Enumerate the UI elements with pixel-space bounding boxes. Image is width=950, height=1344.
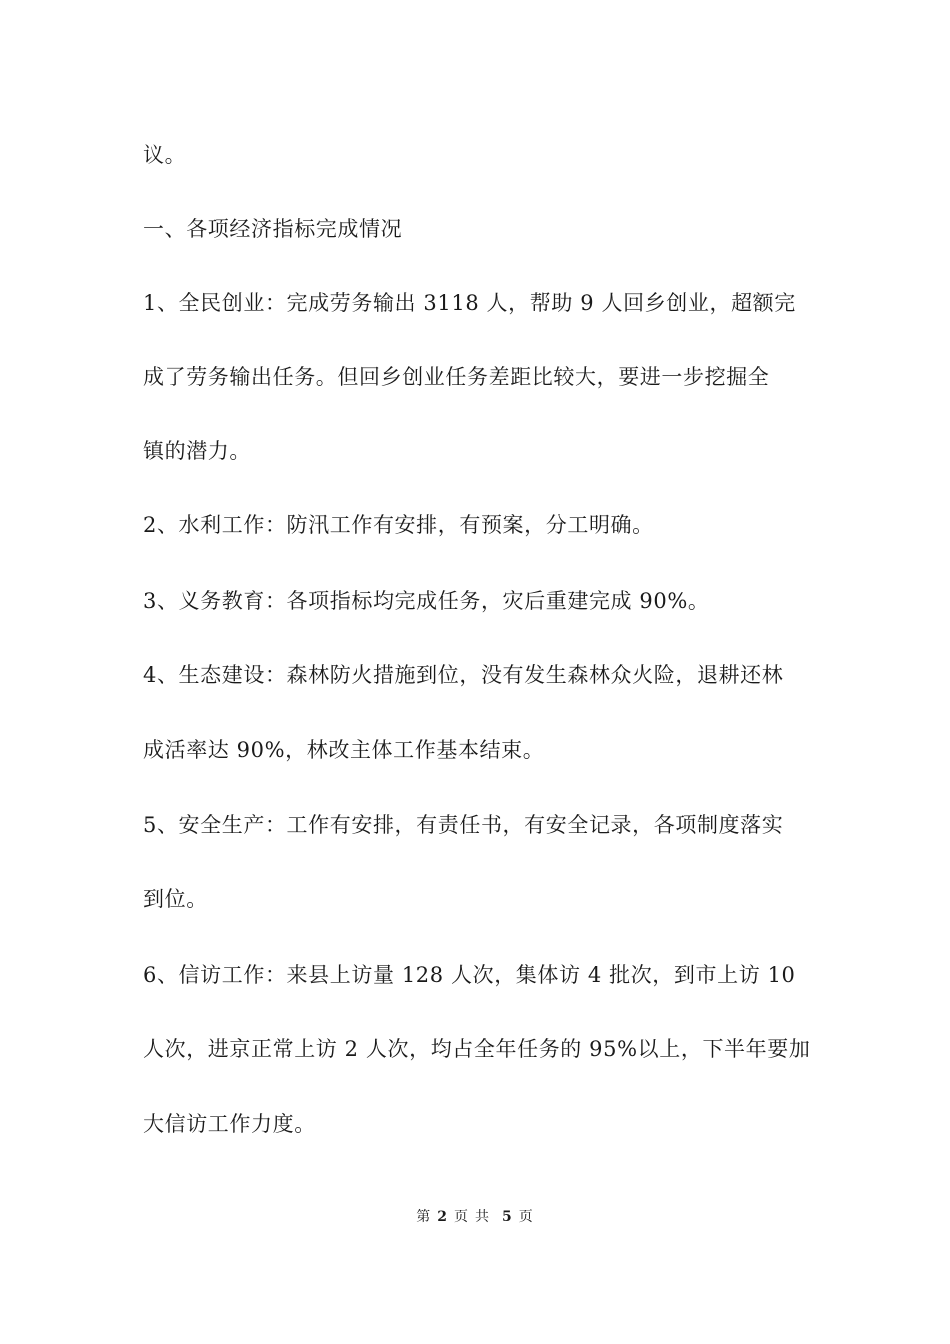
text-line: 4、生态建设：森林防火措施到位，没有发生森林众火险，退耕还林 [143,663,784,687]
footer-page-word: 页 [454,1209,469,1225]
footer-total-word: 共 [475,1209,490,1225]
text-line: 3、义务教育：各项指标均完成任务，灾后重建完成 90%。 [143,589,710,613]
text-line: 大信访工作力度。 [143,1112,316,1136]
total-page-number: 5 [502,1209,513,1225]
text-line: 议。 [143,143,187,167]
text-line: 2、水利工作：防汛工作有安排，有预案，分工明确。 [143,513,654,537]
footer-prefix: 第 [416,1209,432,1225]
text-line: 1、全民创业：完成劳务输出 3118 人，帮助 9 人回乡创业，超额完 [143,291,796,315]
footer-suffix: 页 [518,1209,534,1225]
page-footer [0,1206,950,1226]
text-line: 6、信访工作：来县上访量 128 人次，集体访 4 批次，到市上访 10 [143,963,796,987]
text-line: 镇的潜力。 [143,439,251,463]
current-page-number: 2 [437,1209,448,1225]
text-line: 到位。 [143,887,208,911]
section-heading: 一、各项经济指标完成情况 [143,217,403,241]
text-line: 5、安全生产：工作有安排，有责任书，有安全记录，各项制度落实 [143,813,784,837]
text-line: 成了劳务输出任务。但回乡创业任务差距比较大，要进一步挖掘全 [143,365,770,389]
text-line: 成活率达 90%，林改主体工作基本结束。 [143,738,545,762]
text-line: 人次，进京正常上访 2 人次，均占全年任务的 95%以上，下半年要加 [143,1037,811,1061]
